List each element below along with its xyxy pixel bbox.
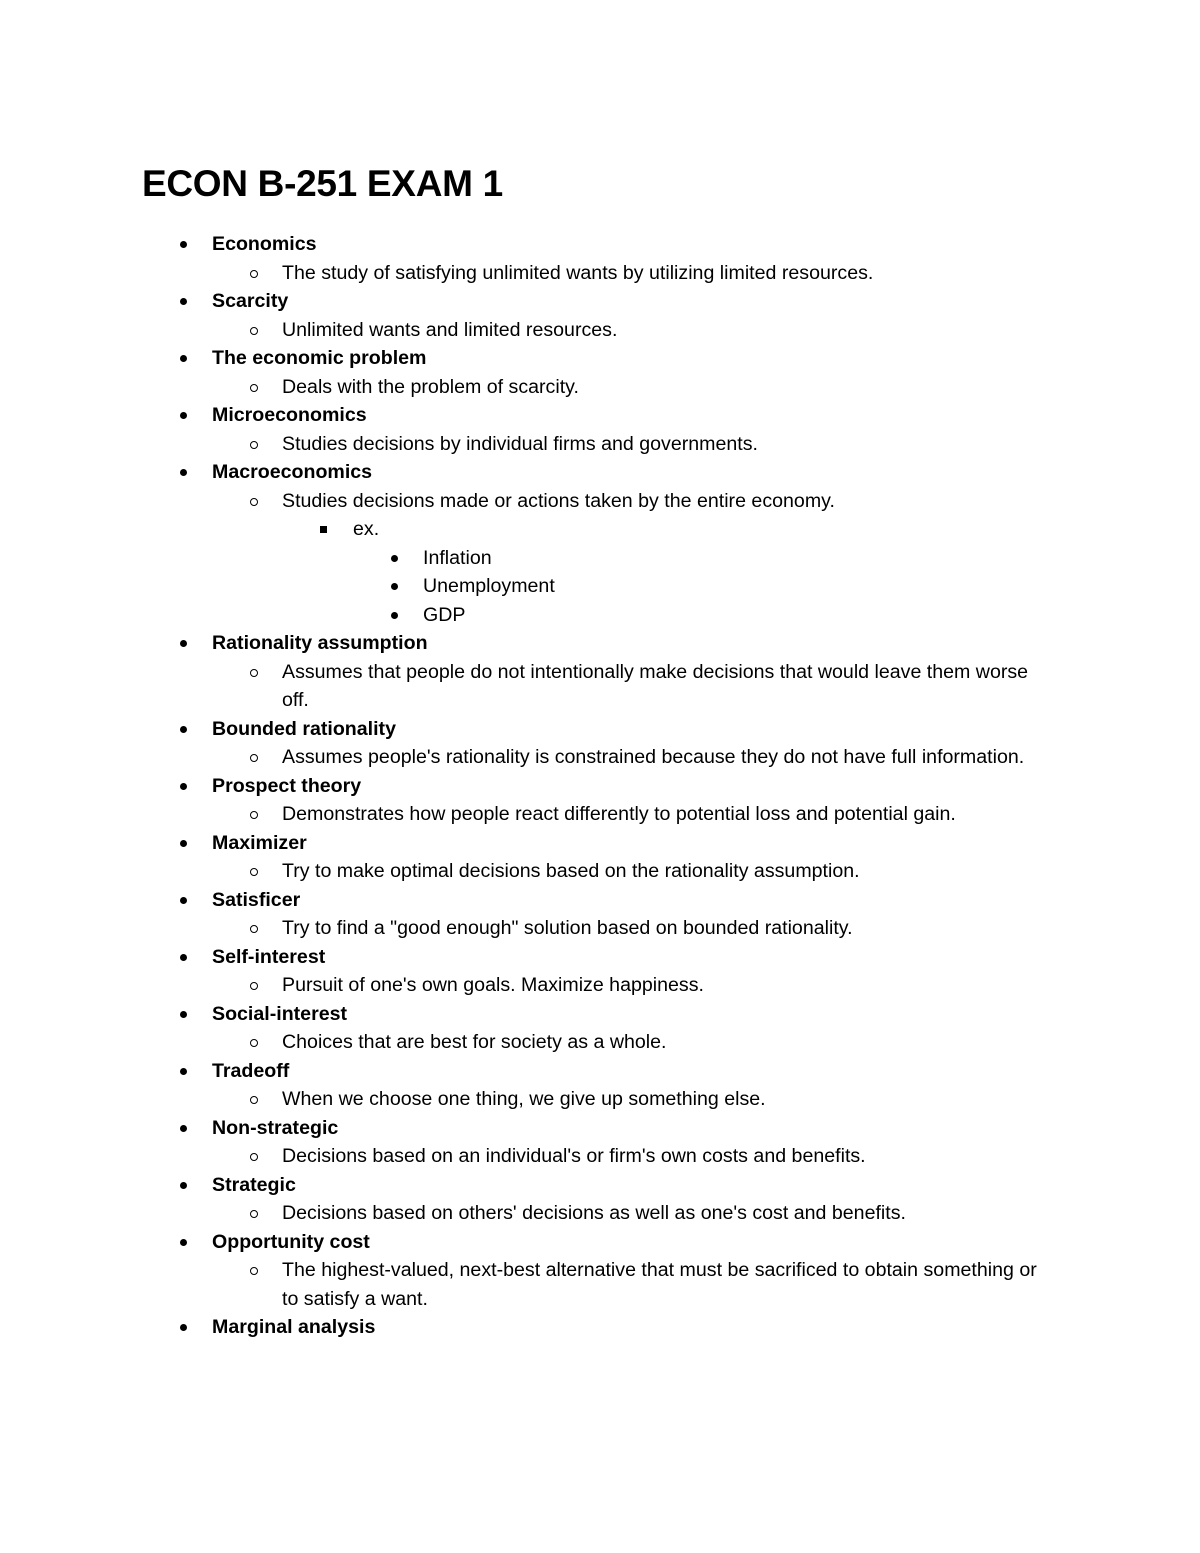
filled-circle-bullet-icon — [180, 726, 187, 733]
hollow-circle-bullet-icon — [250, 868, 258, 876]
outline-example-item — [0, 572, 1200, 601]
outline-text: Deals with the problem of scarcity. — [282, 375, 579, 398]
hollow-circle-bullet-icon — [250, 327, 258, 335]
outline-term — [0, 458, 1200, 487]
outline-term — [0, 829, 1200, 858]
hollow-circle-bullet-icon — [250, 1039, 258, 1047]
filled-circle-bullet-icon — [180, 954, 187, 961]
outline-definition — [0, 1085, 1200, 1114]
outline-text: Microeconomics — [212, 404, 367, 426]
outline-text: Assumes people's rationality is constrained because they do not have full information. — [282, 746, 1025, 768]
filled-circle-bullet-icon — [180, 640, 187, 647]
filled-circle-bullet-icon — [180, 783, 187, 790]
outline-definition — [0, 914, 1200, 943]
filled-circle-bullet-icon — [180, 840, 187, 847]
filled-circle-bullet-icon — [180, 1324, 187, 1331]
filled-circle-bullet-icon — [180, 355, 187, 362]
outline-text: Self-interest — [212, 945, 326, 968]
outline-text: Marginal analysis — [212, 1316, 376, 1338]
outline-text: Strategic — [212, 1173, 296, 1196]
hollow-circle-bullet-icon — [250, 1096, 258, 1104]
hollow-circle-bullet-icon — [250, 441, 258, 449]
outline-text: Try to make optimal decisions based on the rationality assumption. — [282, 860, 860, 882]
hollow-circle-bullet-icon — [250, 982, 258, 990]
outline-definition — [0, 373, 1200, 402]
outline-example-item — [0, 601, 1200, 630]
hollow-circle-bullet-icon — [250, 925, 258, 933]
outline-definition — [0, 800, 1200, 829]
outline-definition — [0, 1199, 1200, 1228]
filled-circle-bullet-icon — [180, 1068, 187, 1075]
outline-term — [0, 1114, 1200, 1143]
outline-text: Social-interest — [212, 1002, 348, 1025]
outline-example-item — [0, 544, 1200, 573]
outline-text: GDP — [423, 603, 466, 626]
outline-text: Economics — [212, 233, 317, 255]
outline-term — [0, 1057, 1200, 1086]
outline-term — [0, 715, 1200, 744]
outline-term — [0, 344, 1200, 373]
square-bullet-icon — [320, 526, 327, 533]
filled-circle-bullet-icon — [180, 298, 187, 305]
outline-text: Macroeconomics — [212, 461, 373, 483]
outline-text: When we choose one thing, we give up something else. — [282, 1088, 766, 1110]
outline-term — [0, 1171, 1200, 1200]
hollow-circle-bullet-icon — [250, 1267, 258, 1275]
outline-term — [0, 943, 1200, 972]
outline-text: Inflation — [423, 546, 492, 569]
outline-term — [0, 1313, 1200, 1342]
outline-text: Choices that are best for society as a whole. — [282, 1031, 667, 1053]
outline-definition — [0, 1256, 1200, 1313]
outline-term — [0, 1000, 1200, 1029]
outline-text: Pursuit of one's own goals. Maximize happiness. — [282, 974, 704, 996]
filled-circle-bullet-icon — [180, 1011, 187, 1018]
outline-text: Studies decisions by individual firms and governments. — [282, 432, 758, 455]
outline-term — [0, 772, 1200, 801]
outline-text: Unlimited wants and limited resources. — [282, 318, 618, 341]
outline-text: Assumes that people do not intentionally make decisions that would leave them worse off. — [282, 660, 1029, 711]
hollow-circle-bullet-icon — [250, 754, 258, 762]
hollow-circle-bullet-icon — [250, 1210, 258, 1218]
filled-circle-bullet-icon — [180, 1239, 187, 1246]
filled-circle-bullet-icon — [180, 1125, 187, 1132]
outline-definition — [0, 658, 1200, 715]
filled-circle-bullet-icon — [391, 555, 398, 562]
outline-definition — [0, 487, 1200, 516]
outline-term — [0, 1228, 1200, 1257]
outline-text: Scarcity — [212, 290, 289, 312]
outline-text: Try to find a "good enough" solution based on bounded rationality. — [282, 917, 853, 939]
filled-circle-bullet-icon — [180, 897, 187, 904]
hollow-circle-bullet-icon — [250, 498, 258, 506]
outline-text: Studies decisions made or actions taken by the entire economy. — [282, 489, 835, 512]
outline-text: Satisficer — [212, 888, 301, 911]
outline-text: ex. — [353, 518, 380, 540]
outline-example-label — [0, 515, 1200, 544]
outline-definition — [0, 430, 1200, 459]
outline-definition — [0, 1028, 1200, 1057]
outline-text: Decisions based on others' decisions as well as one's cost and benefits. — [282, 1202, 906, 1224]
filled-circle-bullet-icon — [180, 412, 187, 419]
bullet-outline — [0, 230, 1200, 1342]
hollow-circle-bullet-icon — [250, 384, 258, 392]
outline-text: The highest-valued, next-best alternative that must be sacrificed to obtain something or to satisfy a want. — [282, 1259, 1037, 1310]
outline-definition — [0, 971, 1200, 1000]
filled-circle-bullet-icon — [180, 241, 187, 248]
hollow-circle-bullet-icon — [250, 669, 258, 677]
outline-text: Prospect theory — [212, 774, 362, 797]
outline-definition — [0, 857, 1200, 886]
outline-text: The study of satisfying unlimited wants by utilizing limited resources. — [282, 261, 874, 284]
outline-text: Unemployment — [423, 575, 555, 597]
page-title: ECON B-251 EXAM 1 — [142, 163, 503, 204]
outline-term — [0, 287, 1200, 316]
outline-definition — [0, 259, 1200, 288]
outline-definition — [0, 1142, 1200, 1171]
outline-text: Bounded rationality — [212, 717, 396, 740]
hollow-circle-bullet-icon — [250, 1153, 258, 1161]
filled-circle-bullet-icon — [180, 469, 187, 476]
outline-text: The economic problem — [212, 347, 427, 369]
outline-text: Demonstrates how people react differently to potential loss and potential gain. — [282, 803, 956, 825]
outline-term — [0, 230, 1200, 259]
hollow-circle-bullet-icon — [250, 811, 258, 819]
outline-term — [0, 401, 1200, 430]
hollow-circle-bullet-icon — [250, 270, 258, 278]
outline-text: Maximizer — [212, 831, 307, 854]
outline-text: Rationality assumption — [212, 632, 428, 654]
filled-circle-bullet-icon — [391, 612, 398, 619]
filled-circle-bullet-icon — [180, 1182, 187, 1189]
outline-text: Opportunity cost — [212, 1230, 370, 1253]
outline-definition — [0, 743, 1200, 772]
outline-term — [0, 629, 1200, 658]
outline-term — [0, 886, 1200, 915]
outline-text: Tradeoff — [212, 1059, 290, 1082]
filled-circle-bullet-icon — [391, 583, 398, 590]
outline-text: Non-strategic — [212, 1116, 339, 1139]
outline-text: Decisions based on an individual's or firm's own costs and benefits. — [282, 1145, 866, 1167]
outline-definition — [0, 316, 1200, 345]
